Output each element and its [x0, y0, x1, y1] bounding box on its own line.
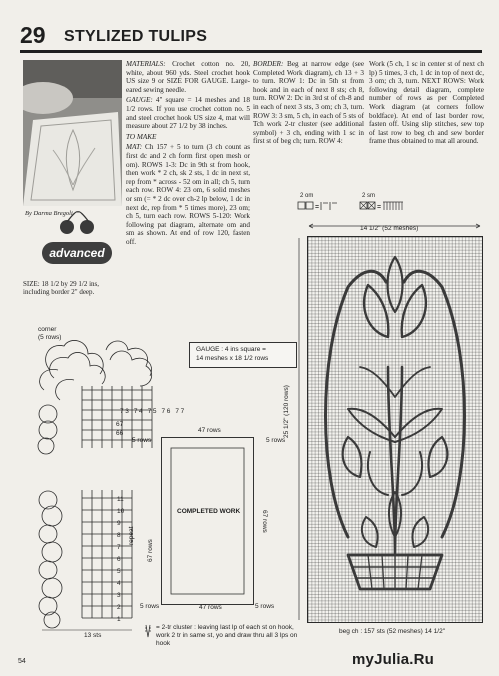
filet-pattern-chart	[307, 236, 483, 623]
gauge-text: 4" square = 14 meshes and 18 1/2 rows. If you use crochet cotton no. 5 and steel crochet hook US size 4, mat will measure about 27 1/2 by 38 inches.	[126, 96, 250, 131]
chart-height-label: 25 1/2" (120 rows)	[283, 385, 290, 438]
completed-work-diagram	[161, 437, 254, 605]
chart-width-arrow	[307, 222, 482, 230]
rows-5-bottom-right-label: 5 rows	[255, 603, 275, 610]
chart-beg-label: beg ch : 157 sts (52 meshes) 14 1/2"	[339, 628, 446, 635]
rows-47-top-label: 47 rows	[198, 427, 221, 434]
rows-67-left-label: 67 rows	[147, 539, 154, 562]
border-text: Beg at narrow edge (see Completed Work diagram), ch 13 + 3 to turn. ROW 1: Dc in 5th st from hook and in each of next 8 sts; ch 8, turn. ROW 2: Dc in 3rd st of ch-8 and in each of next 3 sts, 3 om; ch 3, turn. ROW 3: 3 sm, 5 ch, in each of 5 sts of Tch work 2-tr cluster (see additional symbol) + 3 ch, ending with 1 sc in first st of beg ch; turn. ROW 4:	[253, 60, 365, 146]
row-numbers-top: 73 74 75 76 77	[120, 408, 186, 415]
rows-5-left-label: 5 rows	[132, 437, 152, 444]
cluster-note: = 2-tr cluster : leaving last lp of each st on hook, work 2 tr in same st, yo and draw thru all 3 lps on hook	[156, 624, 298, 647]
svg-text:=: =	[377, 204, 382, 211]
to-make-label: TO MAKE	[126, 132, 157, 141]
site-watermark: myJulia.Ru	[352, 651, 435, 668]
repeat-label: repeat	[128, 526, 135, 545]
rows-47-bottom-label: 47 rows	[199, 604, 222, 611]
stitch-count-label: 13 sts	[84, 632, 102, 639]
mat-label: MAT:	[126, 143, 143, 152]
row-numbers-mid: 67 66	[116, 421, 124, 437]
difficulty-badge: advanced	[42, 242, 112, 264]
rows-5-bottom-left-label: 5 rows	[140, 603, 160, 610]
border-label: BORDER:	[253, 60, 284, 68]
svg-text:=: =	[315, 204, 320, 211]
rows-5-right-label: 5 rows	[266, 437, 286, 444]
key-om-label: 2 om	[300, 193, 314, 199]
materials-text: Crochet cotton no. 20, white, about 960 yds. Steel crochet hook US size 9 or SIZE FOR GAUGE. Large-eared sewing needle.	[126, 60, 251, 94]
pattern-title: STYLIZED TULIPS	[64, 28, 208, 45]
pattern-number: 29	[20, 22, 46, 48]
cluster-symbol-icon	[143, 624, 153, 638]
key-sm-symbol-icon	[359, 201, 409, 211]
mat-text: Ch 157 + 5 to turn (3 ch count as first dc and 2 ch form first open mesh or om). ROWS 1-3: Dc in 9th st from hook, then work * 2 ch, sk 2 sts, 1 dc in next st, rep from * across - 52 om in all; ch 5, turn each row. ROW 4: 23 om, 6 solid meshes or sm (= * 2 dc over ch-2 lp below, 1 dc in next dc, rep from * 5 times more), 23 om; ch 5, turn each row. ROWS 5-120: Work following pat diagram, alternate om and sm as shown. At end of row 120, fasten off.	[126, 143, 250, 246]
border-continued-text: Work (5 ch, 1 sc in center st of next ch lp) 5 times, 3 ch, 1 dc in top of next dc, 3 om; ch 3, turn. NEXT ROWS: Work following detail diagram, complete number of rows as per Completed Work diagram (at corners follow boldface). At end of last border row, fasten off. Using slip stitches, sew top of last row to beg ch and sew border frame thus obtained to mat all around.	[369, 60, 484, 146]
row-numbers-low: 11 10 9 8 7 6 5 4 3 2 1	[117, 496, 125, 623]
page-number: 54	[18, 658, 26, 665]
completed-work-label: COMPLETED WORK	[177, 508, 241, 515]
corner-label: corner (5 rows)	[38, 326, 62, 341]
instructions-column-1	[126, 60, 250, 248]
instructions-column-3	[369, 60, 484, 148]
product-photo	[23, 60, 122, 206]
gauge-box: GAUGE : 4 ins square = 14 meshes x 18 1/2 rows	[189, 342, 297, 368]
designer-credit: By Darma Bregoli	[25, 210, 73, 217]
instructions-column-2	[253, 60, 364, 148]
key-om-symbol-icon	[297, 201, 339, 211]
rows-67-right-label: 67 rows	[261, 510, 268, 533]
materials-label: MATERIALS:	[126, 60, 166, 68]
size-text: SIZE: 18 1/2 by 29 1/2 ins, including border 2" deep.	[23, 280, 100, 297]
cherry-stem-icon	[58, 210, 98, 226]
header-rule	[20, 50, 482, 53]
chart-width-label: 14 1/2" (52 meshes)	[360, 225, 419, 232]
gauge-label: GAUGE:	[126, 96, 153, 105]
chart-height-arrow	[294, 236, 304, 622]
key-sm-label: 2 sm	[362, 193, 376, 199]
border-stitch-diagram	[30, 330, 180, 640]
